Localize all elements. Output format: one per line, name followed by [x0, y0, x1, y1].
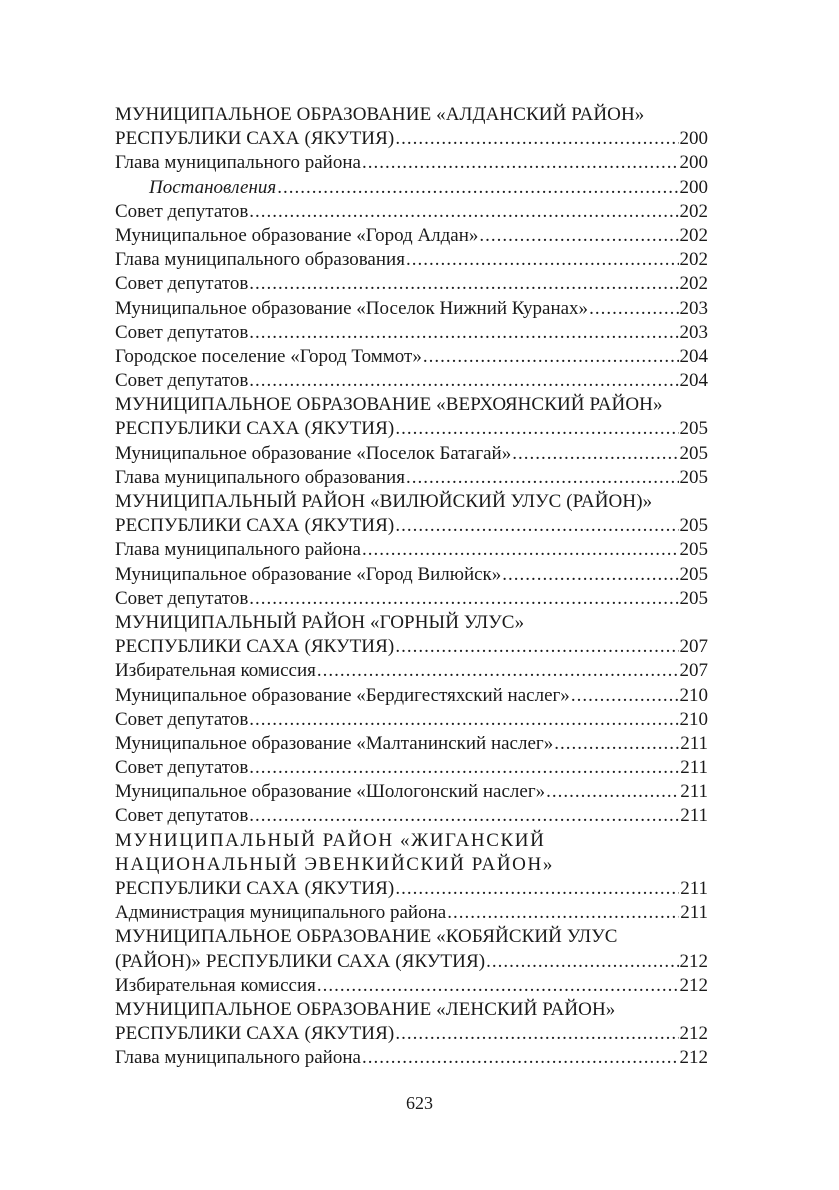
dot-leader	[395, 127, 678, 151]
toc-page-number: 212	[679, 1047, 708, 1069]
dot-leader	[571, 684, 679, 708]
toc-page-number: 211	[680, 878, 708, 899]
dot-leader	[395, 417, 678, 441]
dot-leader	[395, 635, 678, 659]
toc-entry	[115, 756, 708, 780]
dot-leader	[249, 804, 679, 828]
toc-entry-title: Городское поселение «Город Томмот»	[115, 345, 422, 367]
toc-page-number: 204	[679, 370, 708, 392]
toc-page-number: 212	[679, 1023, 708, 1045]
toc-page-number: 200	[679, 128, 708, 150]
toc-entry-title: МУНИЦИПАЛЬНЫЙ РАЙОН «ЖИГАНСКИЙ	[115, 829, 546, 851]
toc-entry	[115, 1046, 708, 1070]
toc-entry-title: РЕСПУБЛИКИ САХА (ЯКУТИЯ)	[115, 128, 395, 150]
toc-entry-title: Муниципальное образование «Город Вилюйск»	[115, 563, 502, 585]
toc-entry	[115, 587, 708, 611]
toc-page-number: 211	[680, 805, 708, 827]
toc-entry-title: Глава муниципального района	[115, 152, 361, 174]
toc-entry-title: МУНИЦИПАЛЬНОЕ ОБРАЗОВАНИЕ «КОБЯЙСКИЙ УЛУС	[115, 926, 618, 948]
dot-leader	[546, 780, 679, 804]
toc-entry-title: Муниципальное образование «Малтанинский наслег»	[115, 732, 554, 754]
toc-entry	[115, 901, 708, 925]
toc-page-number: 202	[679, 224, 708, 246]
dot-leader	[317, 659, 679, 683]
toc-page-number: 205	[679, 587, 708, 609]
dot-leader	[406, 466, 679, 490]
toc-entry-title: НАЦИОНАЛЬНЫЙ ЭВЕНКИЙСКИЙ РАЙОН»	[115, 853, 554, 875]
dot-leader	[249, 756, 679, 780]
dot-leader	[249, 587, 678, 611]
toc-entry	[115, 151, 708, 175]
toc-section-heading	[115, 635, 708, 659]
toc-entry	[115, 321, 708, 345]
dot-leader	[395, 514, 678, 538]
dot-leader	[362, 151, 679, 175]
toc-entry-title: Совет депутатов	[115, 321, 249, 343]
toc-page-number: 205	[679, 563, 708, 585]
toc-section-heading	[115, 1022, 708, 1046]
toc-entry-title: МУНИЦИПАЛЬНОЕ ОБРАЗОВАНИЕ «АЛДАНСКИЙ РАЙОН»	[115, 104, 645, 125]
toc-entry	[115, 466, 708, 490]
toc-section-heading	[115, 611, 708, 635]
toc-entry-title: Совет депутатов	[115, 805, 249, 827]
toc-entry	[115, 224, 708, 248]
toc-entry-title: Глава муниципального образования	[115, 466, 405, 488]
toc-section-heading	[115, 998, 708, 1022]
toc-section-heading	[115, 490, 708, 514]
toc-page-number: 202	[679, 249, 708, 271]
toc-entry	[115, 780, 708, 804]
toc-entry-title: Постановления	[149, 176, 277, 198]
toc-section-heading	[115, 829, 708, 853]
dot-leader	[249, 200, 678, 224]
toc-entry-title: Глава муниципального образования	[115, 249, 405, 271]
toc-entry-title: МУНИЦИПАЛЬНЫЙ РАЙОН «ВИЛЮЙСКИЙ УЛУС (РАЙОН)»	[115, 491, 653, 512]
toc-section-heading	[115, 393, 708, 417]
toc-entry-title: РЕСПУБЛИКИ САХА (ЯКУТИЯ)	[115, 636, 395, 658]
toc-page-number: 205	[679, 466, 708, 488]
toc-page-number: 205	[679, 539, 708, 561]
toc-entry	[115, 708, 708, 732]
toc-page-number: 202	[679, 273, 708, 295]
toc-entry	[115, 442, 708, 466]
toc-entry-title: Совет депутатов	[115, 370, 249, 392]
toc-section-heading	[115, 514, 708, 538]
toc-page-number: 203	[679, 321, 708, 343]
toc-entry	[115, 732, 708, 756]
toc-entry-title: РЕСПУБЛИКИ САХА (ЯКУТИЯ)	[115, 515, 395, 537]
toc-entry	[115, 345, 708, 369]
toc-entry	[115, 272, 708, 296]
toc-page-number: 211	[680, 757, 708, 779]
toc-section-heading	[115, 950, 708, 974]
toc-entry-title: (РАЙОН)» РЕСПУБЛИКИ САХА (ЯКУТИЯ)	[115, 950, 486, 972]
toc-entry-title: Совет депутатов	[115, 757, 249, 779]
toc-page-number: 200	[679, 176, 708, 198]
dot-leader	[512, 442, 678, 466]
dot-leader	[502, 563, 678, 587]
toc-entry-title: Глава муниципального района	[115, 1047, 361, 1069]
toc-entry-title: РЕСПУБЛИКИ САХА (ЯКУТИЯ)	[115, 1023, 395, 1045]
toc-section-heading	[115, 417, 708, 441]
toc-page-number: 210	[679, 684, 708, 706]
toc-page-number: 205	[679, 418, 708, 440]
toc-entry-title: Муниципальное образование «Город Алдан»	[115, 224, 479, 246]
toc-entry-title: Глава муниципального района	[115, 539, 361, 561]
toc-section-heading	[115, 877, 708, 901]
toc-page-number: 203	[679, 297, 708, 319]
dot-leader	[317, 974, 679, 998]
toc-entry-title: Муниципальное образование «Бердигестяхский наслег»	[115, 684, 570, 706]
toc-page-number: 210	[679, 708, 708, 730]
toc-page-number: 204	[679, 345, 708, 367]
toc-section-heading	[115, 127, 708, 151]
dot-leader	[554, 732, 679, 756]
toc-entry-title: Совет депутатов	[115, 708, 249, 730]
toc-page-number: 200	[679, 152, 708, 174]
toc-entry-title: Избирательная комиссия	[115, 974, 316, 996]
dot-leader	[277, 176, 678, 200]
toc-entry-title: МУНИЦИПАЛЬНОЕ ОБРАЗОВАНИЕ «ВЕРХОЯНСКИЙ РАЙОН»	[115, 394, 663, 416]
dot-leader	[395, 877, 679, 901]
page-number: 623	[406, 1093, 433, 1113]
dot-leader	[249, 369, 678, 393]
toc-page-number: 211	[680, 902, 708, 924]
toc-entry	[115, 538, 708, 562]
dot-leader	[249, 272, 678, 296]
dot-leader	[479, 224, 678, 248]
dot-leader	[249, 321, 678, 345]
toc-entry-title: МУНИЦИПАЛЬНОЕ ОБРАЗОВАНИЕ «ЛЕНСКИЙ РАЙОН»	[115, 998, 616, 1020]
toc-entry-title: Администрация муниципального района	[115, 902, 447, 924]
dot-leader	[423, 345, 679, 369]
toc-entry	[115, 659, 708, 683]
toc-entry-title: Муниципальное образование «Поселок Нижний Куранах»	[115, 297, 589, 319]
toc-entry	[115, 248, 708, 272]
dot-leader	[395, 1022, 678, 1046]
dot-leader	[362, 538, 679, 562]
dot-leader	[447, 901, 679, 925]
toc-entry-title: Совет депутатов	[115, 587, 249, 609]
toc-entry	[115, 563, 708, 587]
toc-entry-title: Совет депутатов	[115, 273, 249, 295]
toc-entry	[115, 176, 708, 200]
toc-entry	[115, 369, 708, 393]
toc-page-number: 211	[680, 732, 708, 754]
dot-leader	[362, 1046, 679, 1070]
toc-entry-title: МУНИЦИПАЛЬНЫЙ РАЙОН «ГОРНЫЙ УЛУС»	[115, 611, 525, 633]
toc-entry-title: РЕСПУБЛИКИ САХА (ЯКУТИЯ)	[115, 878, 395, 899]
toc-entry	[115, 200, 708, 224]
toc-entry	[115, 974, 708, 998]
toc-page-number: 202	[679, 200, 708, 222]
dot-leader	[486, 950, 678, 974]
toc-page-number: 207	[679, 660, 708, 682]
toc-page-number: 205	[679, 442, 708, 464]
toc-page-number: 205	[679, 515, 708, 537]
toc-section-heading	[115, 853, 708, 877]
dot-leader	[589, 297, 678, 321]
toc-entry	[115, 804, 708, 828]
toc-section-heading	[115, 103, 708, 127]
table-of-contents	[115, 103, 708, 1071]
toc-entry-title: РЕСПУБЛИКИ САХА (ЯКУТИЯ)	[115, 418, 395, 440]
toc-entry-title: Муниципальное образование «Шологонский наслег»	[115, 781, 546, 803]
toc-section-heading	[115, 925, 708, 949]
toc-page-number: 212	[679, 974, 708, 996]
dot-leader	[406, 248, 679, 272]
toc-entry-title: Избирательная комиссия	[115, 660, 316, 682]
toc-entry	[115, 297, 708, 321]
toc-page-number: 207	[679, 636, 708, 658]
toc-entry	[115, 684, 708, 708]
dot-leader	[249, 708, 678, 732]
toc-page-number: 212	[679, 950, 708, 972]
toc-entry-title: Совет депутатов	[115, 200, 249, 222]
toc-page-number: 211	[680, 781, 708, 803]
toc-entry-title: Муниципальное образование «Поселок Батагай»	[115, 442, 512, 464]
